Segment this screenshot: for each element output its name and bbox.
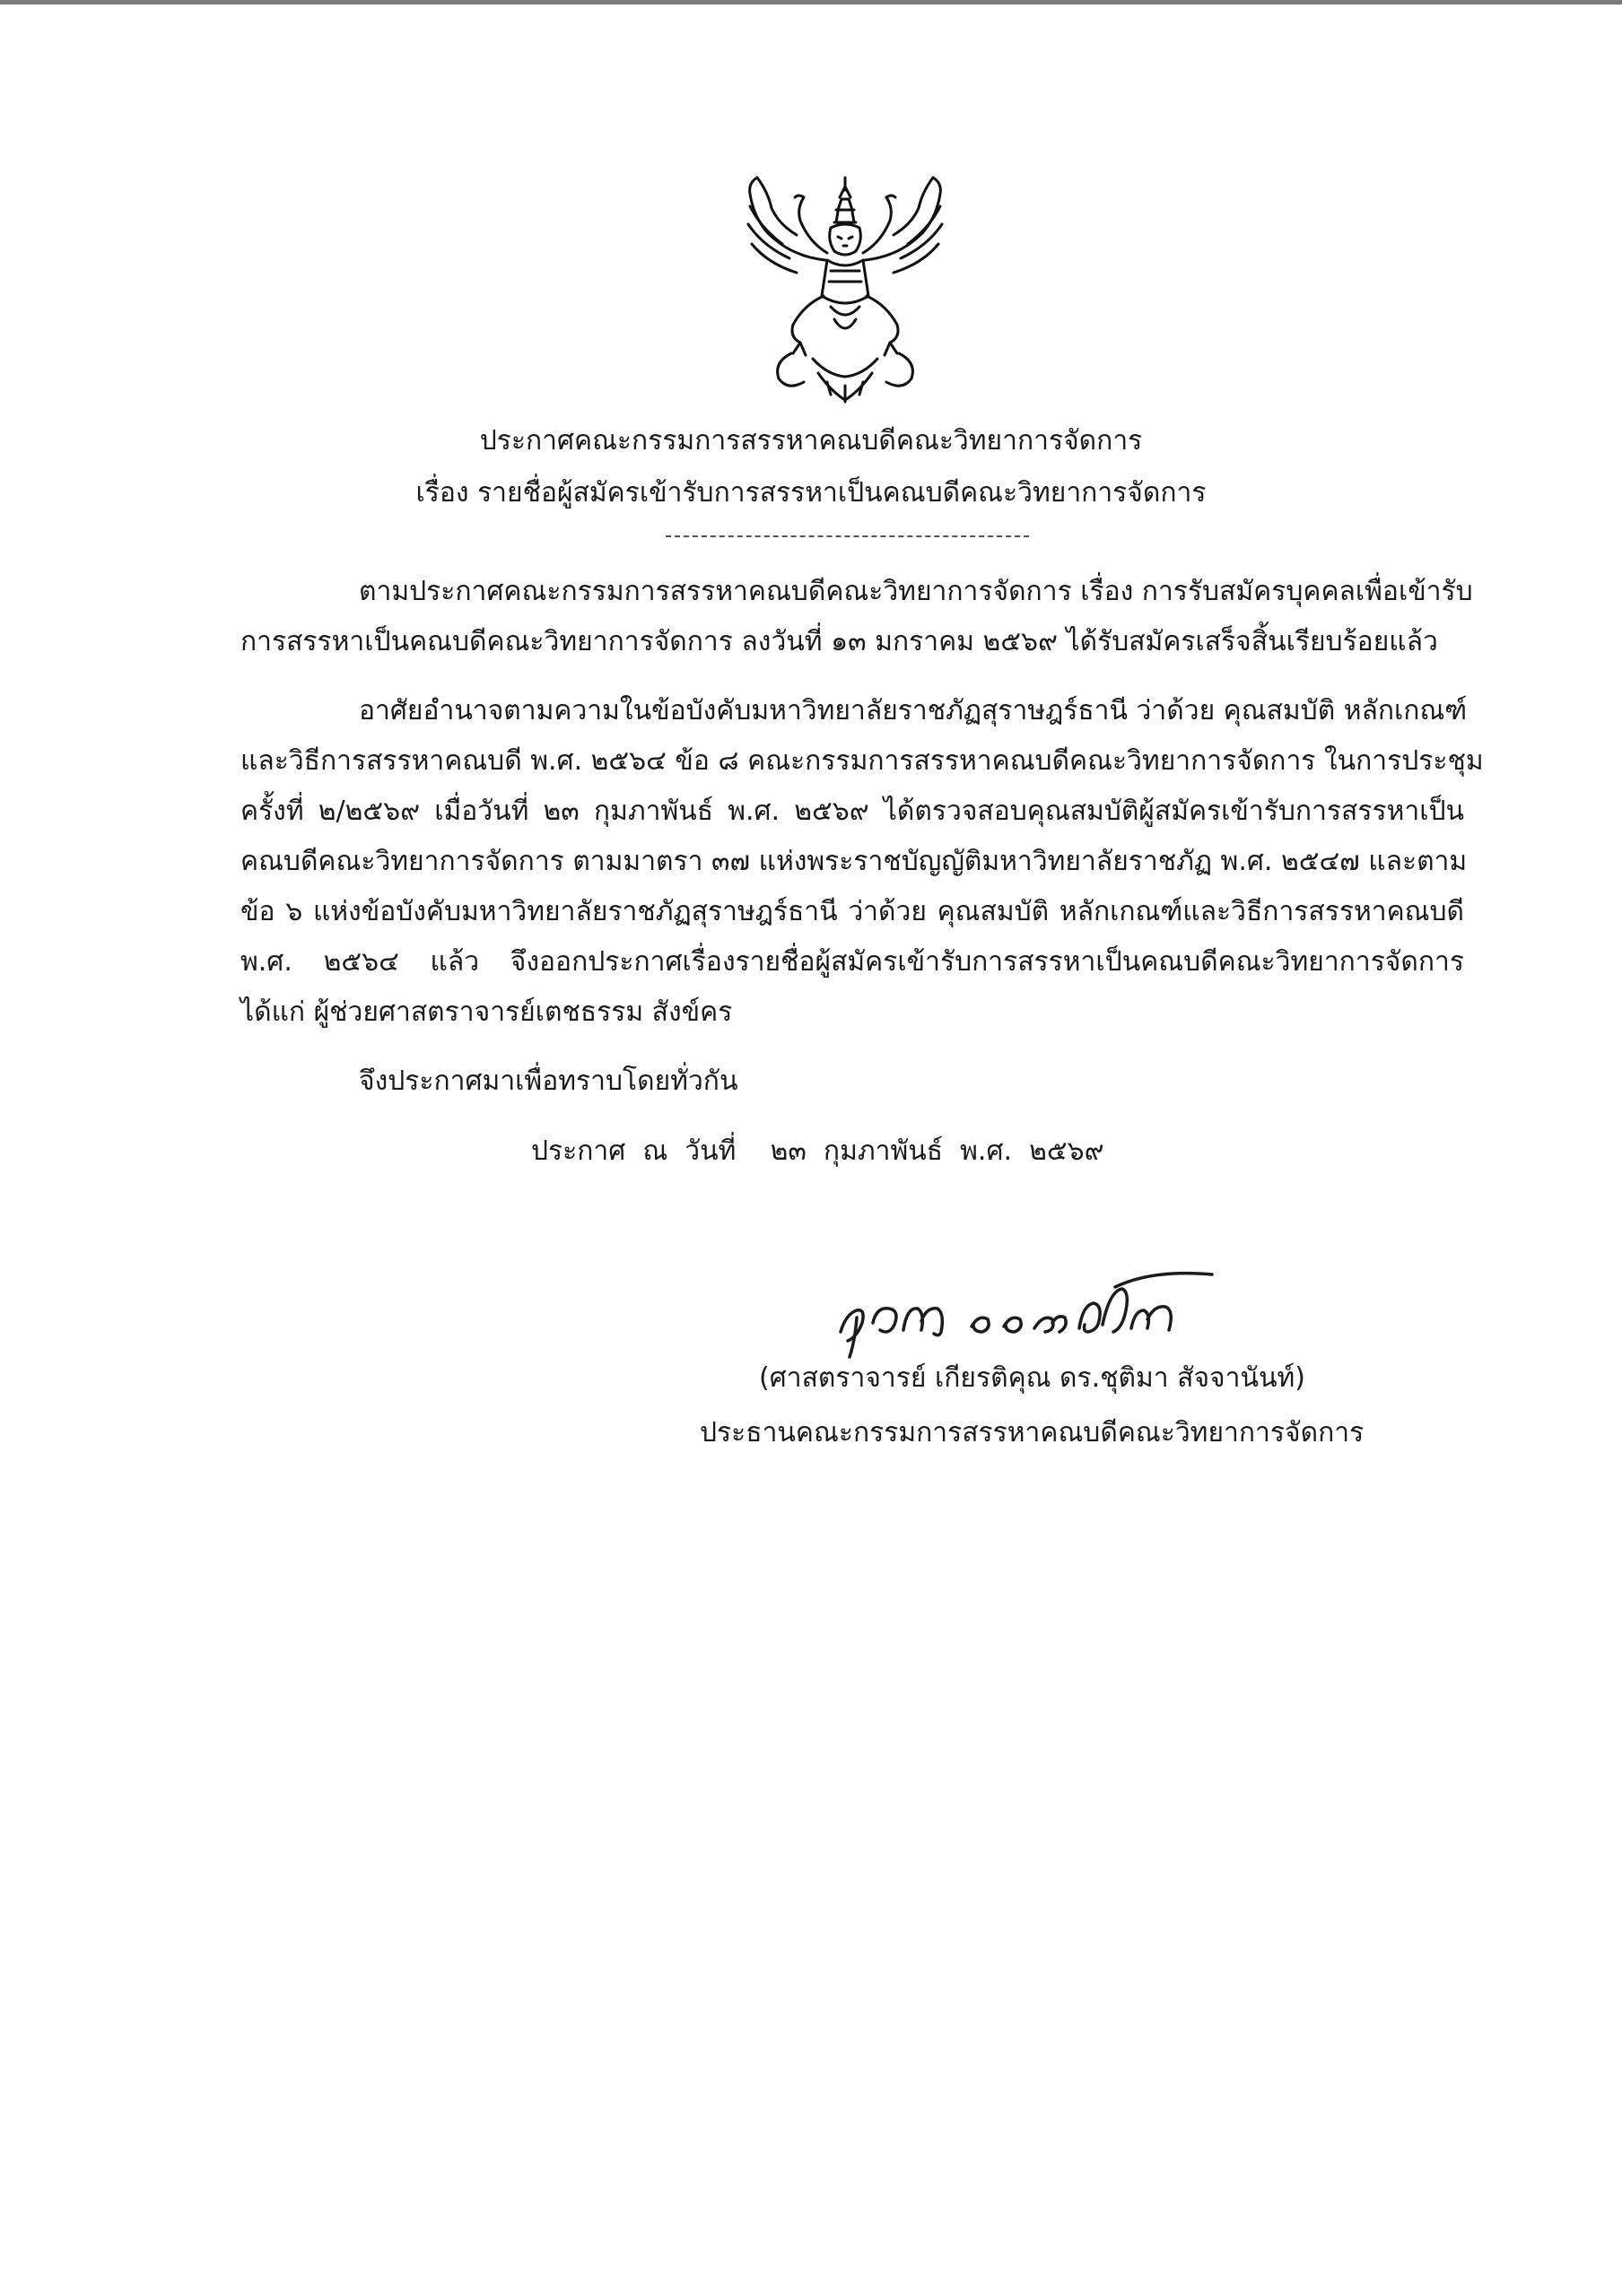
paragraph-2-line-2: และวิธีการสรรหาคณบดี พ.ศ. ๒๕๖๔ ข้อ ๘ คณะกรรมการสรรหาคณบดีคณะวิทยาการจัดการ ในการประชุม [240, 745, 1484, 777]
closing-statement: จึงประกาศมาเพื่อทราบโดยทั่วกัน [359, 1065, 738, 1097]
paragraph-2-line-3: ครั้งที่ ๒/๒๕๖๙ เมื่อวันที่ ๒๓ กุมภาพันธ์ พ.ศ. ๒๕๖๙ ได้ตรวจสอบคุณสมบัติผู้สมัครเข้ารับการสรรหาเป็น [240, 796, 1464, 827]
paragraph-2-line-4: คณบดีคณะวิทยาการจัดการ ตามมาตรา ๓๗ แห่งพระราชบัญญัติมหาวิทยาลัยราชภัฏ พ.ศ. ๒๕๔๗ และตาม [240, 846, 1468, 877]
signatory-position: ประธานคณะกรรมการสรรหาคณบดีคณะวิทยาการจัดการ [700, 1417, 1365, 1448]
paragraph-1-line-1: ตามประกาศคณะกรรมการสรรหาคณบดีคณะวิทยาการจัดการ เรื่อง การรับสมัครบุคคลเพื่อเข้ารับ [359, 576, 1473, 607]
signatory-name: (ศาสตราจารย์ เกียรติคุณ ดร.ชุติมา สัจจานันท์) [759, 1362, 1305, 1394]
paragraph-2-line-7: ได้แก่ ผู้ช่วยศาสตราจารย์เตชธรรม สังข์คร [240, 996, 733, 1028]
paragraph-2-line-5: ข้อ ๖ แห่งข้อบังคับมหาวิทยาลัยราชภัฏสุราษฎร์ธานี ว่าด้วย คุณสมบัติ หลักเกณฑ์และวิธีการสรรหาคณบดี [240, 896, 1464, 927]
announcement-subject: เรื่อง รายชื่อผู้สมัครเข้ารับการสรรหาเป็นคณบดีคณะวิทยาการจัดการ [415, 477, 1207, 509]
announcement-title: ประกาศคณะกรรมการสรรหาคณบดีคณะวิทยาการจัดการ [479, 425, 1143, 457]
title-separator [666, 535, 1029, 537]
scan-top-edge [0, 0, 1622, 4]
paragraph-1-line-2: การสรรหาเป็นคณบดีคณะวิทยาการจัดการ ลงวันที่ ๑๓ มกราคม ๒๕๖๙ ได้รับสมัครเสร็จสิ้นเรียบร้อยแล้ว [240, 626, 1438, 657]
announcement-date: ประกาศ ณ วันที่ ๒๓ กุมภาพันธ์ พ.ศ. ๒๕๖๙ [531, 1135, 1104, 1167]
paragraph-2-line-6: พ.ศ. ๒๕๖๔ แล้ว จึงออกประกาศเรื่องรายชื่อผู้สมัครเข้ารับการสรรหาเป็นคณบดีคณะวิทยาการจัดการ [240, 946, 1464, 978]
garuda-emblem-icon [737, 170, 953, 408]
handwritten-signature [830, 1251, 1225, 1368]
paragraph-2-line-1: อาศัยอำนาจตามความในข้อบังคับมหาวิทยาลัยราชภัฏสุราษฎร์ธานี ว่าด้วย คุณสมบัติ หลักเกณฑ์ [359, 695, 1468, 726]
